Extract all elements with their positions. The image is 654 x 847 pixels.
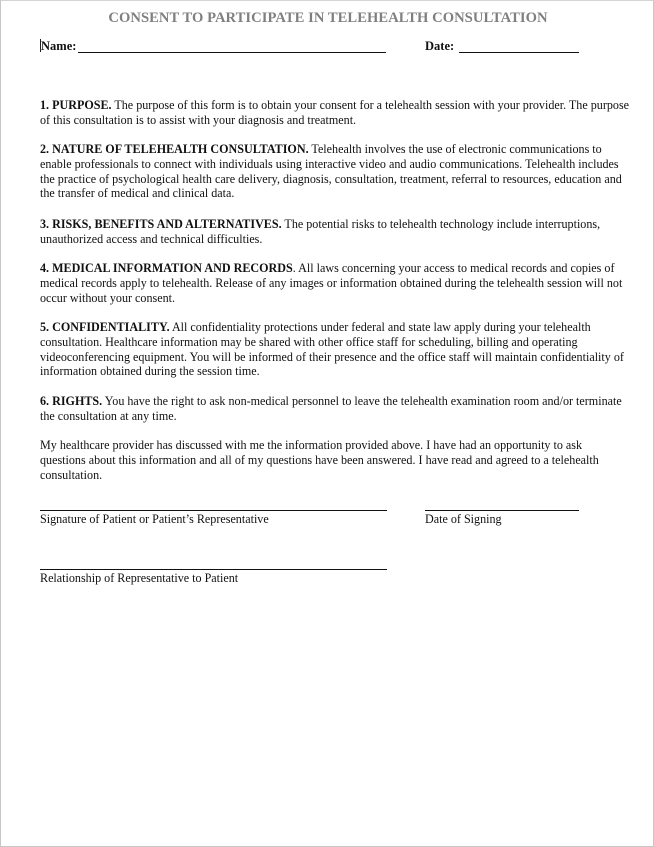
name-field[interactable] — [40, 39, 76, 54]
name-underline[interactable] — [78, 52, 386, 53]
section-body: Telehealth involves the use of electronic communications to enable professionals to connect with individuals using interactive video and audio communications. Telehealth includes the practice of psychological health care delivery, diagnosis, consultation, treatment, referral to resources, education and the transfer of medical and clinical data. — [40, 142, 622, 201]
section-confidentiality — [40, 320, 630, 379]
section-body: You have the right to ask non-medical personnel to leave the telehealth examination room and/or terminate the consultation at any time. — [40, 394, 622, 423]
section-nature — [40, 142, 630, 201]
section-body: The purpose of this form is to obtain your consent for a telehealth session with your provider. The purpose of this consultation is to assist with your diagnosis and treatment. — [40, 98, 630, 127]
section-body: . All laws concerning your access to medical records and copies of medical records apply to telehealth. Release of any images or information obtained during the telehealth session will not occur without your consent. — [40, 261, 623, 305]
section-heading: 2. NATURE OF TELEHEALTH CONSULTATION. — [40, 142, 309, 156]
name-label: Name: — [41, 39, 77, 53]
relationship-label: Relationship of Representative to Patient — [40, 571, 239, 585]
signature-line[interactable] — [40, 510, 387, 511]
date-label: Date: — [425, 39, 455, 53]
section-purpose — [40, 98, 630, 128]
section-body: The potential risks to telehealth technology include interruptions, unauthorized access and technical difficulties. — [40, 217, 601, 246]
section-records — [40, 261, 630, 305]
section-heading: 1. PURPOSE. — [40, 98, 112, 112]
date-of-signing-line[interactable] — [425, 510, 579, 511]
section-body: All confidentiality protections under federal and state law apply during your telehealth consultation. Healthcare information may be shared with other office staff for scheduling, billing and operating videoconferencing equipment. You will be informed of their presence and the office staff will maintain confidentiality of information obtained during the session time. — [40, 320, 624, 379]
section-heading: 6. RIGHTS. — [40, 394, 103, 408]
signature-label: Signature of Patient or Patient’s Representative — [40, 512, 269, 526]
date-of-signing-label: Date of Signing — [425, 512, 502, 526]
section-heading: 5. CONFIDENTIALITY. — [40, 320, 170, 334]
date-field[interactable] — [425, 39, 454, 54]
section-rights — [40, 394, 630, 424]
document-title: CONSENT TO PARTICIPATE IN TELEHEALTH CONSULTATION — [108, 10, 548, 26]
date-underline[interactable] — [459, 52, 579, 53]
section-heading: 4. MEDICAL INFORMATION AND RECORDS — [40, 261, 293, 275]
section-heading: 3. RISKS, BENEFITS AND ALTERNATIVES. — [40, 217, 282, 231]
section-risks — [40, 217, 630, 247]
relationship-line[interactable] — [40, 569, 387, 570]
acknowledgement-text: My healthcare provider has discussed with me the information provided above. I have had an opportunity to ask questions about this information and all of my questions have been answered. I have read and agreed to a telehealth consultation. — [40, 438, 599, 482]
